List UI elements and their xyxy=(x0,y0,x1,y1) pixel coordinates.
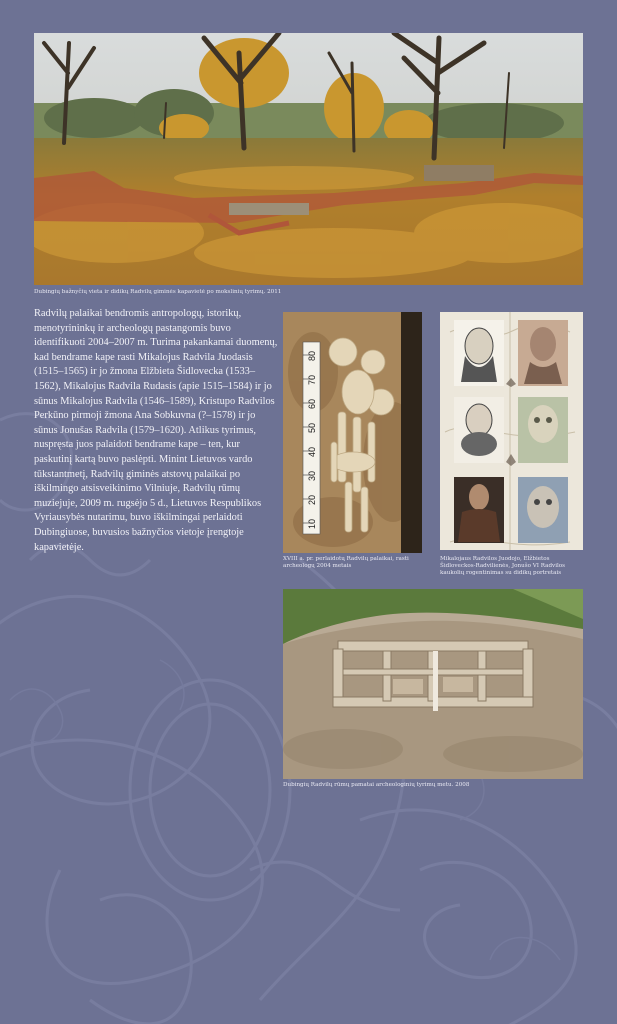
excavation-photo-caption: Dubingių Radvilų rūmų pamatai archeologinių tyrimų metu. 2008 xyxy=(283,782,470,788)
ruler-mark-20: 20 xyxy=(307,494,317,506)
ruler-mark-70: 70 xyxy=(307,374,317,386)
cemetery-photo xyxy=(34,33,583,285)
excavation-photo xyxy=(283,589,583,779)
portraits-photo xyxy=(440,312,583,550)
skeleton-photo-caption: XVIII a. pr. perlaidotų Radvilų palaikai, rasti archeologų 2004 metais xyxy=(283,556,409,570)
ruler-mark-10: 10 xyxy=(307,518,317,530)
ruler-mark-30: 30 xyxy=(307,470,317,482)
portraits-photo-caption: Mikalojaus Radvilos Juodojo, Elžbietos Šidloveckos-Radvilienės, Jonušo VI Radvilos kaukolių rogentinimas su didikų portretais xyxy=(440,556,566,577)
skeleton-photo xyxy=(283,312,422,553)
ruler-mark-80: 80 xyxy=(307,350,317,362)
ruler-mark-60: 60 xyxy=(307,398,317,410)
body-paragraph: Radvilų palaikai bendromis antropologų, istorikų, menotyrininkų ir archeologų pastangomis buvo identifikuoti 2004–2007 m. Turima pakankamai duomenų, kad bendrame kape rasti Mikalojus Radvila Juodasis (1515–1565) ir jo žmona Elžbieta Šidlovecka (1533–1562), Mikalojus Radvila Rudasis (apie 1515–1584) ir jo sūnus Mikalojus Radvila (1546–1589), Kristupo Radvilos Perkūno pirmoji žmona Ana Sobkuvna (?–1578) ir jo sūnus Jonušas Radvila (1579–1620). Atlikus tyrimus, nuspręsta juos palaidoti bendrame kape – ten, kur paskutinį kartą buvo paslėpti. Minint Lietuvos vardo tūkstantmetį, Radvilų giminės atstovų palaikai po iškilmingo atsisveikinimo Vilniuje, Radvilų rūmų muziejuje, 2009 m. rugsėjo 5 d., Lietuvos Respublikos Vyriausybės nutarimu, buvo iškilmingai perlaidoti Dubingiuose, buvusios bažnyčios vietoje įrengtoje kapavietėje. xyxy=(34,308,278,553)
cemetery-photo-caption: Dubingių bažnyčių vieta ir didikų Radvilų giminės kapavietė po mokslinių tyrimų. 2011 xyxy=(34,289,282,295)
ruler-mark-50: 50 xyxy=(307,422,317,434)
ruler-mark-40: 40 xyxy=(307,446,317,458)
